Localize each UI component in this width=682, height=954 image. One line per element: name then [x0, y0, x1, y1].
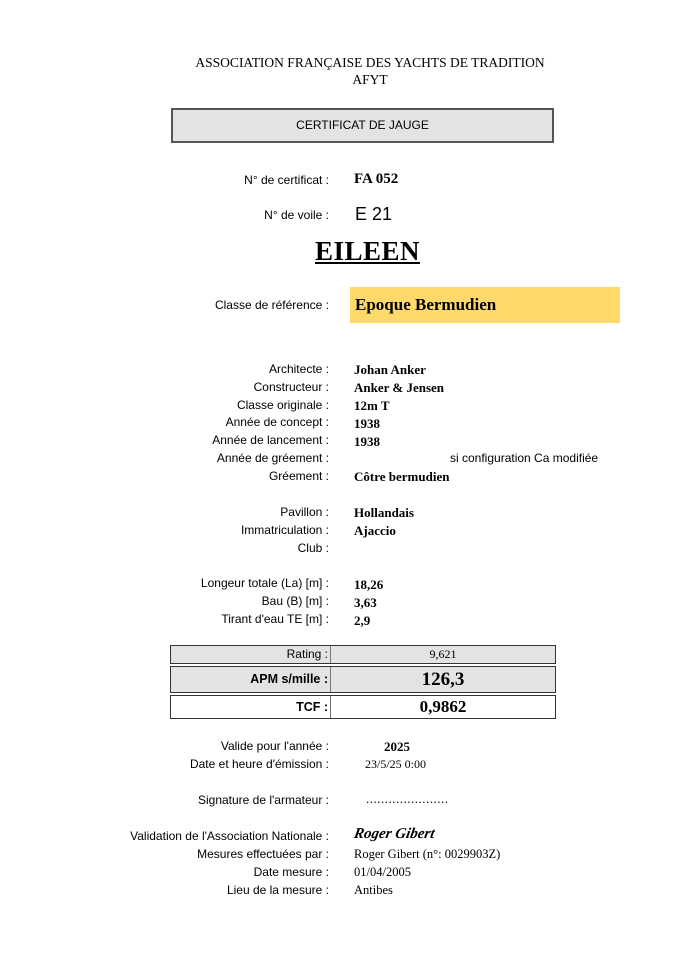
launch-year-label: Année de lancement : [212, 433, 329, 447]
architect-value: Johan Anker [354, 362, 426, 377]
association-name: ASSOCIATION FRANÇAISE DES YACHTS DE TRADITION [195, 55, 545, 70]
rig-modification-note: si configuration Ca modifiée [450, 451, 599, 465]
sail-number-value: E 21 [355, 204, 393, 224]
measured-by-label: Mesures effectuées par : [197, 847, 329, 861]
concept-year-label: Année de concept : [225, 415, 329, 429]
original-class-value: 12m T [354, 398, 390, 413]
rig-label: Gréement : [268, 469, 329, 483]
tcf-row [170, 695, 556, 719]
launch-year-value: 1938 [354, 434, 380, 449]
measure-place-label: Lieu de la mesure : [226, 883, 329, 897]
club-label: Club : [297, 541, 329, 555]
issue-datetime-value: 23/5/25 0:00 [365, 757, 427, 771]
reference-class-value: Epoque Bermudien [355, 295, 497, 314]
reference-class-box [350, 287, 620, 323]
architect-label: Architecte : [268, 362, 329, 376]
rating-row [170, 645, 556, 664]
apm-row [170, 666, 556, 693]
valid-year-label: Valide pour l'année : [220, 739, 329, 753]
apm-value: 126,3 [421, 669, 465, 690]
builder-label: Constructeur : [253, 380, 329, 394]
registration-label: Immatriculation : [240, 523, 329, 537]
rating-value: 9,621 [429, 647, 457, 661]
certificate-title: CERTIFICAT DE JAUGE [296, 118, 429, 132]
length-value: 18,26 [354, 577, 384, 592]
flag-label: Pavillon : [280, 505, 329, 519]
measured-by-value: Roger Gibert (n°: 0029903Z) [354, 847, 501, 861]
apm-label: APM s/mille : [171, 667, 331, 692]
rating-label: Rating : [171, 646, 331, 663]
owner-signature-line: ...................... [366, 791, 449, 806]
length-label: Longeur totale (La) [m] : [200, 576, 329, 590]
validation-label: Validation de l'Association Nationale : [130, 829, 329, 843]
registration-value: Ajaccio [354, 523, 396, 538]
draft-value: 2,9 [354, 613, 371, 628]
validator-signature: Roger Gibert [352, 826, 436, 842]
certificate-number-value: FA 052 [354, 171, 399, 187]
concept-year-value: 1938 [354, 416, 380, 431]
draft-label: Tirant d'eau TE [m] : [221, 612, 329, 626]
issue-datetime-label: Date et heure d'émission : [189, 757, 329, 771]
beam-label: Bau (B) [m] : [261, 594, 329, 608]
measure-place-value: Antibes [354, 883, 393, 897]
builder-value: Anker & Jensen [354, 380, 445, 395]
measure-date-label: Date mesure : [253, 865, 329, 879]
tcf-value: 0,9862 [419, 697, 467, 716]
reference-class-label: Classe de référence : [214, 298, 329, 312]
measure-date-value: 01/04/2005 [354, 865, 411, 879]
certificate-title-box [171, 108, 554, 143]
sail-number-label: N° de voile : [264, 208, 329, 222]
owner-signature-label: Signature de l'armateur : [197, 793, 329, 807]
original-class-label: Classe originale : [236, 398, 329, 412]
rigging-year-label: Année de gréement : [216, 451, 329, 465]
yacht-name: EILEEN [315, 236, 421, 266]
flag-value: Hollandais [354, 505, 414, 520]
rig-value: Côtre bermudien [354, 469, 450, 484]
tcf-label: TCF : [171, 696, 331, 718]
certificate-number-label: N° de certificat : [244, 173, 329, 187]
association-acronym: AFYT [352, 72, 388, 87]
valid-year-value: 2025 [384, 739, 410, 754]
beam-value: 3,63 [354, 595, 377, 610]
